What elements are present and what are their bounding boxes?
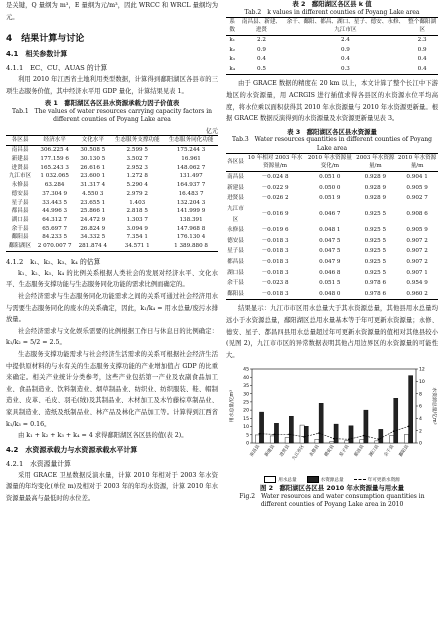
table1-cell: 281.874 4 (75, 242, 110, 251)
table3-cell: 0.902 7 (406, 195, 428, 202)
table2-cell: k₄ (226, 65, 238, 75)
table2-row (226, 55, 438, 65)
bar (345, 441, 349, 443)
table1-caption (6, 99, 218, 125)
table2-title-en: Tab.2 k values in different counties of Poyang Lake area (244, 8, 420, 16)
bar (319, 404, 323, 444)
table2-row (226, 65, 438, 75)
bar (409, 376, 413, 443)
y-tick-label: 0 (246, 441, 249, 447)
section-4-title: 4 结果计算与讨论 (6, 34, 85, 45)
paragraph: 社会经济需求与文化娱乐需要的比例根据工作日与休息日的比例确定：k₁/k₂ = 5/2 = 2.5。 (6, 327, 218, 347)
table2-title-zh: 表 2 鄱阳湖区各区县 k 值 (292, 0, 372, 8)
table3-cell: 新建县 (227, 184, 244, 191)
table2-header: 南昌县、新建、进贤 (238, 18, 284, 36)
table1-cell: 176.130 4 (176, 234, 206, 241)
bar (389, 436, 393, 443)
table3-cell: －0.024 8 (261, 174, 289, 181)
table1-cell: 44.996 3 (42, 208, 68, 215)
x-tick-label: 鄱阳县 (398, 444, 411, 459)
legend-label: 年可更新水资源 (367, 477, 400, 483)
table3-cell: 余干县 (227, 280, 244, 287)
table1-cell: 84.233 5 (42, 234, 68, 241)
table1-cell: 九江市区 (8, 173, 32, 180)
figure2-caption-en: Fig.2 Water resources and water consumption quantities in different counties of Poyang Lake area in 2010 (239, 492, 425, 509)
table3-cell: 湖口县 (227, 269, 244, 276)
y-tick-label: 10 (243, 425, 249, 431)
section-4-1-2-title: 4.1.2 k₁、k₂、k₃、k₄ 的估算 (6, 257, 101, 266)
table3-cell: 德安县 (227, 237, 244, 244)
table1-cell: 湖口县 (11, 217, 29, 223)
table3-cell: 0.978 6 (354, 289, 396, 300)
table3-cell: 0.051 0 (319, 174, 341, 181)
table1-cell: 3.094 9 (126, 225, 148, 232)
table1-cell: 148.062 7 (176, 164, 206, 171)
table3-cell: 进贤县 (227, 195, 244, 202)
figure2-caption (226, 484, 438, 510)
table3-cell: 南昌县 (227, 174, 244, 181)
table1-cell: 3.502 7 (126, 156, 148, 163)
table1-cell: 1.272 8 (126, 173, 148, 180)
table1-row (6, 164, 218, 173)
x-tick-label: 余干县 (383, 444, 396, 459)
table3-cell: 0.960 2 (396, 289, 438, 300)
table2-cell: k₂ (229, 46, 235, 53)
table1-cell: 26.824 9 (80, 225, 106, 232)
table3-row (226, 183, 438, 194)
legend-label: 用水总量 (278, 477, 297, 483)
bar (270, 436, 274, 443)
table1-cell: 1.403 (129, 199, 146, 206)
table3-row (226, 204, 438, 225)
table1-cell: 16.483 7 (178, 190, 204, 197)
table2-cell: k₁ (229, 37, 235, 43)
table3-cell: 都昌县 (227, 259, 244, 265)
y-tick-label: 30 (243, 392, 249, 398)
table3-cell: 0.047 5 (319, 237, 341, 244)
x-tick-label: 都昌县 (353, 444, 366, 459)
bar (349, 426, 353, 443)
table3-cell: 0.908 6 (406, 211, 428, 218)
table3-cell: 0.905 9 (406, 184, 428, 191)
table1-header: 生态服务同化功能 (164, 135, 218, 146)
table1-cell: 7.354 1 (126, 234, 148, 241)
table3-cell: 鄱阳县 (226, 289, 245, 300)
table3-cell: 0.905 9 (406, 227, 428, 234)
table1-cell: 30.508 5 (80, 147, 106, 154)
x-tick-label: 德安县 (323, 444, 336, 459)
table3-cell: 0.928 9 (364, 195, 387, 202)
intro-paragraph: 是关键，Q 量纲为 m³，E 量纲为元/m³，因此 WRCC 和 WRCL 量纲均为元。 (6, 2, 218, 21)
line-point (303, 436, 305, 438)
bar (315, 440, 319, 444)
table2-cell: 0.4 (256, 56, 266, 63)
table1-cell: 26.616 1 (80, 164, 106, 171)
table1-cell: 147.968 8 (176, 225, 206, 232)
bar (364, 410, 368, 443)
table3-cell: 0.928 9 (364, 184, 387, 191)
table1-cell: 141.999 9 (176, 208, 206, 215)
table3-row (226, 193, 438, 204)
bar (255, 435, 259, 443)
table3-cell: －0.018 3 (261, 269, 289, 276)
line-point (408, 426, 410, 428)
table2-cell: 2.4 (340, 37, 350, 43)
table1-cell: 1 389.880 8 (164, 242, 218, 251)
table1-header: 经济水平 (34, 135, 75, 146)
section-4-1-title: 4.1 相关参数计算 (6, 50, 68, 59)
line-point (333, 438, 335, 440)
section-4-2-1-title: 4.2.1 水资源量计算 (6, 459, 71, 468)
table1-cell: 63.284 (44, 182, 65, 189)
line-point (273, 434, 275, 436)
paragraph: 结果显示：九江市市区用水总量大于其水资源总量，其他县用水总量均远小于水资源总量，鄱阳湖区总用水量基本等于年可更新水资源量；永修、德安、星子、都昌四县用水总量超过年可更新水资源量的值相对其他县较小(见图 2)，九江市市区的异常数据表明其他占用边界区的水资源量的可能性大。 (226, 305, 438, 359)
right-column (226, 0, 438, 510)
table2-header: 系数 (226, 18, 238, 36)
table1-title-en: Tab.1 The values of water resources carrying capacity factors in different counties of Poyang Lake area (12, 107, 212, 124)
table1-cell: 永修县 (11, 182, 29, 189)
table1-row (6, 199, 218, 208)
table1 (6, 135, 218, 252)
x-tick-label: 新建县 (264, 444, 277, 459)
legend-label: 水资源总量 (320, 477, 344, 483)
legend-swatch (354, 479, 366, 480)
x-tick-label: 星子县 (338, 444, 351, 459)
y-tick-label: 40 (243, 376, 249, 382)
table2-cell: 0.5 (238, 65, 284, 75)
table2-cell: 0.4 (406, 65, 438, 75)
table2-cell: 2.2 (256, 37, 266, 43)
table2-cell: 2.3 (417, 37, 427, 43)
legend-item (354, 476, 400, 483)
table2-caption (226, 0, 438, 17)
paragraph: 采用 GRACE 卫星数据反演水量，计算 2010 年相对于 2003 年水资源量的年均变化(单位 m)及相对于 2003 年的年均水资源，计算 2010 年水资源量最高与最低时的水位差。 (6, 471, 218, 502)
table2-row (226, 46, 438, 56)
bar (304, 427, 308, 444)
table3-row (226, 246, 438, 257)
table1-cell: 37.304 9 (42, 190, 68, 197)
paragraph: 由 k₁ + k₂ + k₃ + k₄ = 4 求得鄱阳湖区各区县的值(表 2)。 (18, 432, 188, 440)
y-tick-label: 15 (243, 417, 249, 423)
table2-header: 整个鄱阳湖区 (406, 18, 438, 36)
table1-title-zh: 表 1 鄱阳湖区各区县水资源承载力因子价值表 (44, 99, 180, 108)
y2-axis-label: 水资源总量/亿m³ (431, 387, 436, 425)
table3-cell: 0.928 9 (364, 174, 387, 181)
section-4-2-title: 4.2 水资源承载力与水资源承载水平计算 (6, 445, 138, 454)
table3-row (226, 289, 438, 300)
y-tick-label: 20 (243, 409, 249, 415)
table3-row (226, 225, 438, 236)
table1-cell: 164.937 7 (176, 182, 206, 189)
table3-cell: 0.048 1 (319, 227, 341, 234)
table3-cell: 0.925 5 (364, 227, 387, 234)
table1-cell: 165.243 3 (40, 164, 69, 171)
table1-cell: 2.979 2 (126, 190, 148, 197)
table2-cell: 0.9 (256, 46, 266, 53)
left-column (6, 0, 218, 505)
table3-header: 2003 年水资源量/m (354, 154, 396, 172)
section-4-1-1-title: 4.1.1 EC、CU、AUAS 的计算 (6, 64, 108, 73)
table3-cell: 0.907 1 (406, 269, 428, 276)
table1-cell: 31.317 4 (80, 182, 106, 189)
table1-header: 生态服务支撑功能 (110, 135, 164, 146)
table1-cell: 34.332 5 (80, 234, 106, 241)
line-point (348, 439, 350, 441)
y2-tick-label: 6 (419, 404, 422, 410)
table2-cell: k₃ (229, 56, 235, 63)
table3-cell: －0.016 9 (261, 211, 289, 218)
table3-header: 2010 年水资源量/m (396, 154, 438, 172)
table1-row (6, 146, 218, 155)
table1-cell: 30.130 5 (80, 156, 106, 163)
table3-cell: 九江市区 (227, 206, 244, 223)
bar (379, 430, 383, 444)
bar (375, 441, 379, 443)
table3-cell: 0.925 5 (364, 259, 387, 265)
table1-cell: 1.303 7 (126, 217, 148, 223)
table3-cell: 0.907 2 (406, 237, 428, 244)
table1-cell: 65.697 7 (42, 225, 68, 232)
table1-cell: 余干县 (11, 225, 29, 232)
y-axis-label: 用水总量/亿m³ (230, 390, 235, 423)
y2-tick-label: 12 (419, 367, 425, 373)
y2-tick-label: 10 (419, 380, 425, 386)
table1-cell: 鄱阳县 (11, 234, 29, 241)
table3-cell: －0.023 8 (261, 280, 289, 287)
table1-cell: 34.571 1 (110, 242, 164, 251)
table1-cell: 新建县 (11, 156, 29, 163)
table1-cell: 132.204 3 (176, 199, 206, 206)
table1-row (6, 172, 218, 181)
table1-cell: 64.312 7 (42, 217, 68, 223)
table1-cell: 25.866 1 (80, 208, 106, 215)
figure2-chart (226, 363, 438, 471)
y-tick-label: 5 (246, 433, 249, 439)
table3-cell: 0.954 9 (406, 280, 428, 287)
table2-header: 余干、鄱阳、都昌、湖口、星子、德安、永修、九江市区 (285, 18, 407, 36)
table1-cell: 138.391 (179, 217, 203, 223)
table1-cell: 131.497 (179, 173, 203, 180)
table3-cell: －0.018 3 (261, 259, 289, 265)
table1-cell: 鄱阳湖区 (6, 242, 34, 251)
table3-header: 10 年相对 2003 年水资源量/m (245, 154, 305, 172)
table1-row (6, 225, 218, 234)
line-point (363, 435, 365, 437)
table1-cell: 33.443 5 (42, 199, 68, 206)
table3 (226, 153, 438, 300)
table1-header: 文化水平 (75, 135, 110, 146)
bar (259, 412, 263, 443)
table3-cell: 0.051 5 (319, 280, 341, 287)
table2-cell: 0.4 (340, 56, 350, 63)
figure2-caption-zh: 图 2 鄱阳湖区各区县 2010 年水资源量与用水量 (260, 484, 404, 493)
bar (404, 435, 408, 444)
bar (330, 442, 334, 444)
table1-cell: 23.655 1 (80, 199, 106, 206)
table3-cell: 0.047 9 (319, 259, 341, 265)
line-point (288, 434, 290, 436)
table2-row (226, 36, 438, 46)
y-tick-label: 35 (243, 384, 249, 390)
table3-cell: 0.050 0 (319, 184, 341, 191)
table1-row (6, 181, 218, 190)
table1-cell: 进贤县 (11, 164, 29, 171)
table3-cell: 0.925 5 (364, 248, 387, 255)
table2-cell: 0.4 (417, 56, 427, 63)
table1-header: 各区县 (6, 135, 34, 146)
chart-legend (226, 476, 438, 483)
bar (394, 399, 398, 444)
table3-header: 各区县 (226, 154, 245, 172)
table1-cell: 南昌县 (11, 147, 29, 154)
table1-cell: 23.600 1 (80, 173, 106, 180)
table1-cell: 2.952 3 (126, 164, 148, 171)
table1-row (6, 207, 218, 216)
line-point (393, 431, 395, 433)
table3-cell: －0.019 6 (261, 227, 289, 234)
x-tick-label: 永修县 (309, 444, 321, 459)
table1-row (6, 216, 218, 225)
table1-row (6, 155, 218, 164)
table3-cell: －0.018 3 (261, 248, 289, 255)
legend-item (264, 476, 296, 483)
table3-cell: 星子县 (227, 248, 244, 255)
table3-cell: 永修县 (227, 227, 244, 234)
table3-cell: 0.904 1 (406, 174, 428, 181)
table3-row (226, 268, 438, 279)
table1-cell: 16.961 (181, 156, 201, 163)
table3-header: 2010 年水资源量变化/m (305, 154, 354, 172)
bar (285, 438, 289, 443)
table3-cell: 0.925 5 (364, 211, 387, 218)
table2-cell: 0.3 (285, 65, 407, 75)
paragraph: k₁、k₂、k₃、k₄ 的比例关系根据人类社会的发展对经济水平、文化水平、生态服务支撑功能与生态服务同化功能的需求比例而确定的。 (6, 269, 218, 289)
table3-row (226, 172, 438, 183)
y2-tick-label: 2 (419, 429, 422, 435)
table3-title-zh: 表 3 鄱阳湖区各区县水资源量 (287, 127, 377, 136)
line-point (378, 439, 380, 441)
table1-cell: 1 032.065 (40, 173, 69, 180)
table1-cell: 175.244 3 (176, 147, 206, 154)
table3-cell: －0.022 9 (261, 184, 289, 191)
table1-unit: 亿元 (205, 127, 218, 135)
paragraph: 生态服务支撑功能需求与社会经济生活需求的关系可根据社会经济生活中提供原材料的与水有关的生态服务支撑功能的产业增加值占 GDP 的比重来确定。相关产业统计分类参考，这些产业包括第一产业及农副食品加工业、食品制造业、饮料制造业、烟草制品业、纺织业、纺织服装、鞋、帽制造业、皮革、毛皮、羽毛(绒)及其制品业、木材加工及木竹藤棕草制品业、家具制造业、造纸及纸制品业、林产品及林化产品加工等。计算得到江西省 k₁/k₃ = 0.16。 (6, 350, 218, 428)
table1-cell: 2 070.007 7 (34, 242, 75, 251)
table3-cell: －0.018 3 (245, 289, 305, 300)
legend-item (307, 476, 344, 483)
table3-cell: 0.047 5 (319, 248, 341, 255)
table3-cell: 0.046 7 (319, 211, 341, 218)
table1-cell: 星子县 (11, 199, 29, 206)
table1-row (6, 242, 218, 251)
table1-cell: 都昌县 (11, 208, 29, 215)
bar (334, 424, 338, 443)
y2-tick-label: 0 (419, 441, 422, 447)
table3-cell: 0.051 9 (319, 195, 341, 202)
table3-cell: 0.907 2 (406, 248, 428, 255)
line-point (259, 433, 261, 435)
table2-cell: 0.9 (417, 46, 427, 53)
table1-cell: 5.290 4 (126, 182, 148, 189)
table1-cell: 24.472 9 (80, 217, 106, 223)
bar (300, 425, 304, 443)
table3-cell: 0.925 5 (364, 237, 387, 244)
x-tick-label: 南昌县 (249, 444, 262, 459)
table2-cell: 0.9 (340, 46, 350, 53)
x-tick-label: 进贤县 (279, 444, 291, 459)
table1-row (6, 233, 218, 242)
table3-cell: －0.026 2 (261, 195, 289, 202)
table3-row (226, 257, 438, 268)
x-tick-label: 九江市区 (291, 444, 306, 462)
y2-tick-label: 8 (419, 392, 422, 398)
figure2 (226, 363, 438, 510)
bar (274, 424, 278, 444)
table1-cell: 306.225 4 (40, 147, 69, 154)
table3-cell: 0.907 2 (406, 259, 428, 265)
y2-tick-label: 4 (419, 417, 422, 423)
table3-cell: 0.978 6 (364, 280, 387, 287)
table3-row (226, 278, 438, 289)
y-tick-label: 45 (243, 367, 249, 373)
paragraph: 由于 GRACE 数据的精度在 20 km 以上，本文计算了整个长江中下游地区的水资源量，用 ACRGIS 进行插值求得各县区的水资源水位平均高度，将水位乘以面积获得其 2010 年水资源量与 2010 年水资源更新量。根据 GRACE 数据反演得到的水资源量及水资源更新量见表 3。 (226, 80, 438, 123)
bar (289, 417, 293, 444)
legend-swatch (307, 476, 319, 483)
table3-cell: 0.046 8 (319, 269, 341, 276)
paragraph: 利用 2010 年江西省土地利用类型数据，计算得到鄱阳湖区各县市的三项生态服务价值，其中经济水平用 GDP 量化，计算结果见表 1。 (6, 76, 218, 95)
table1-cell: 177.159 6 (40, 156, 69, 163)
paragraph: 社会经济需求与生态服务同化功能需求之间的关系可通过社会经济用水与需要生态服务同化的废水的关系确定，因此，k₁/k₄ = 用水总量/废污水排放量。 (6, 293, 218, 324)
table1-cell: 4.550 3 (82, 190, 104, 197)
table1-cell: 2.599 5 (126, 147, 148, 154)
table3-cell: 0.048 0 (305, 289, 354, 300)
table2 (226, 17, 438, 75)
table1-cell: 德安县 (11, 190, 29, 197)
table1-cell: 2.818 5 (126, 208, 148, 215)
x-tick-label: 湖口县 (368, 444, 381, 459)
legend-swatch (264, 476, 276, 483)
table3-title-en: Tab.3 Water resources quantities in different counties of Poyang Lake area (232, 136, 432, 152)
bar (360, 440, 364, 443)
y-tick-label: 25 (243, 400, 249, 406)
table3-cell: 0.925 5 (364, 269, 387, 276)
table3-caption (226, 128, 438, 154)
table3-row (226, 236, 438, 247)
line-point (318, 433, 320, 435)
table3-cell: －0.018 3 (261, 237, 289, 244)
table1-row (6, 190, 218, 199)
